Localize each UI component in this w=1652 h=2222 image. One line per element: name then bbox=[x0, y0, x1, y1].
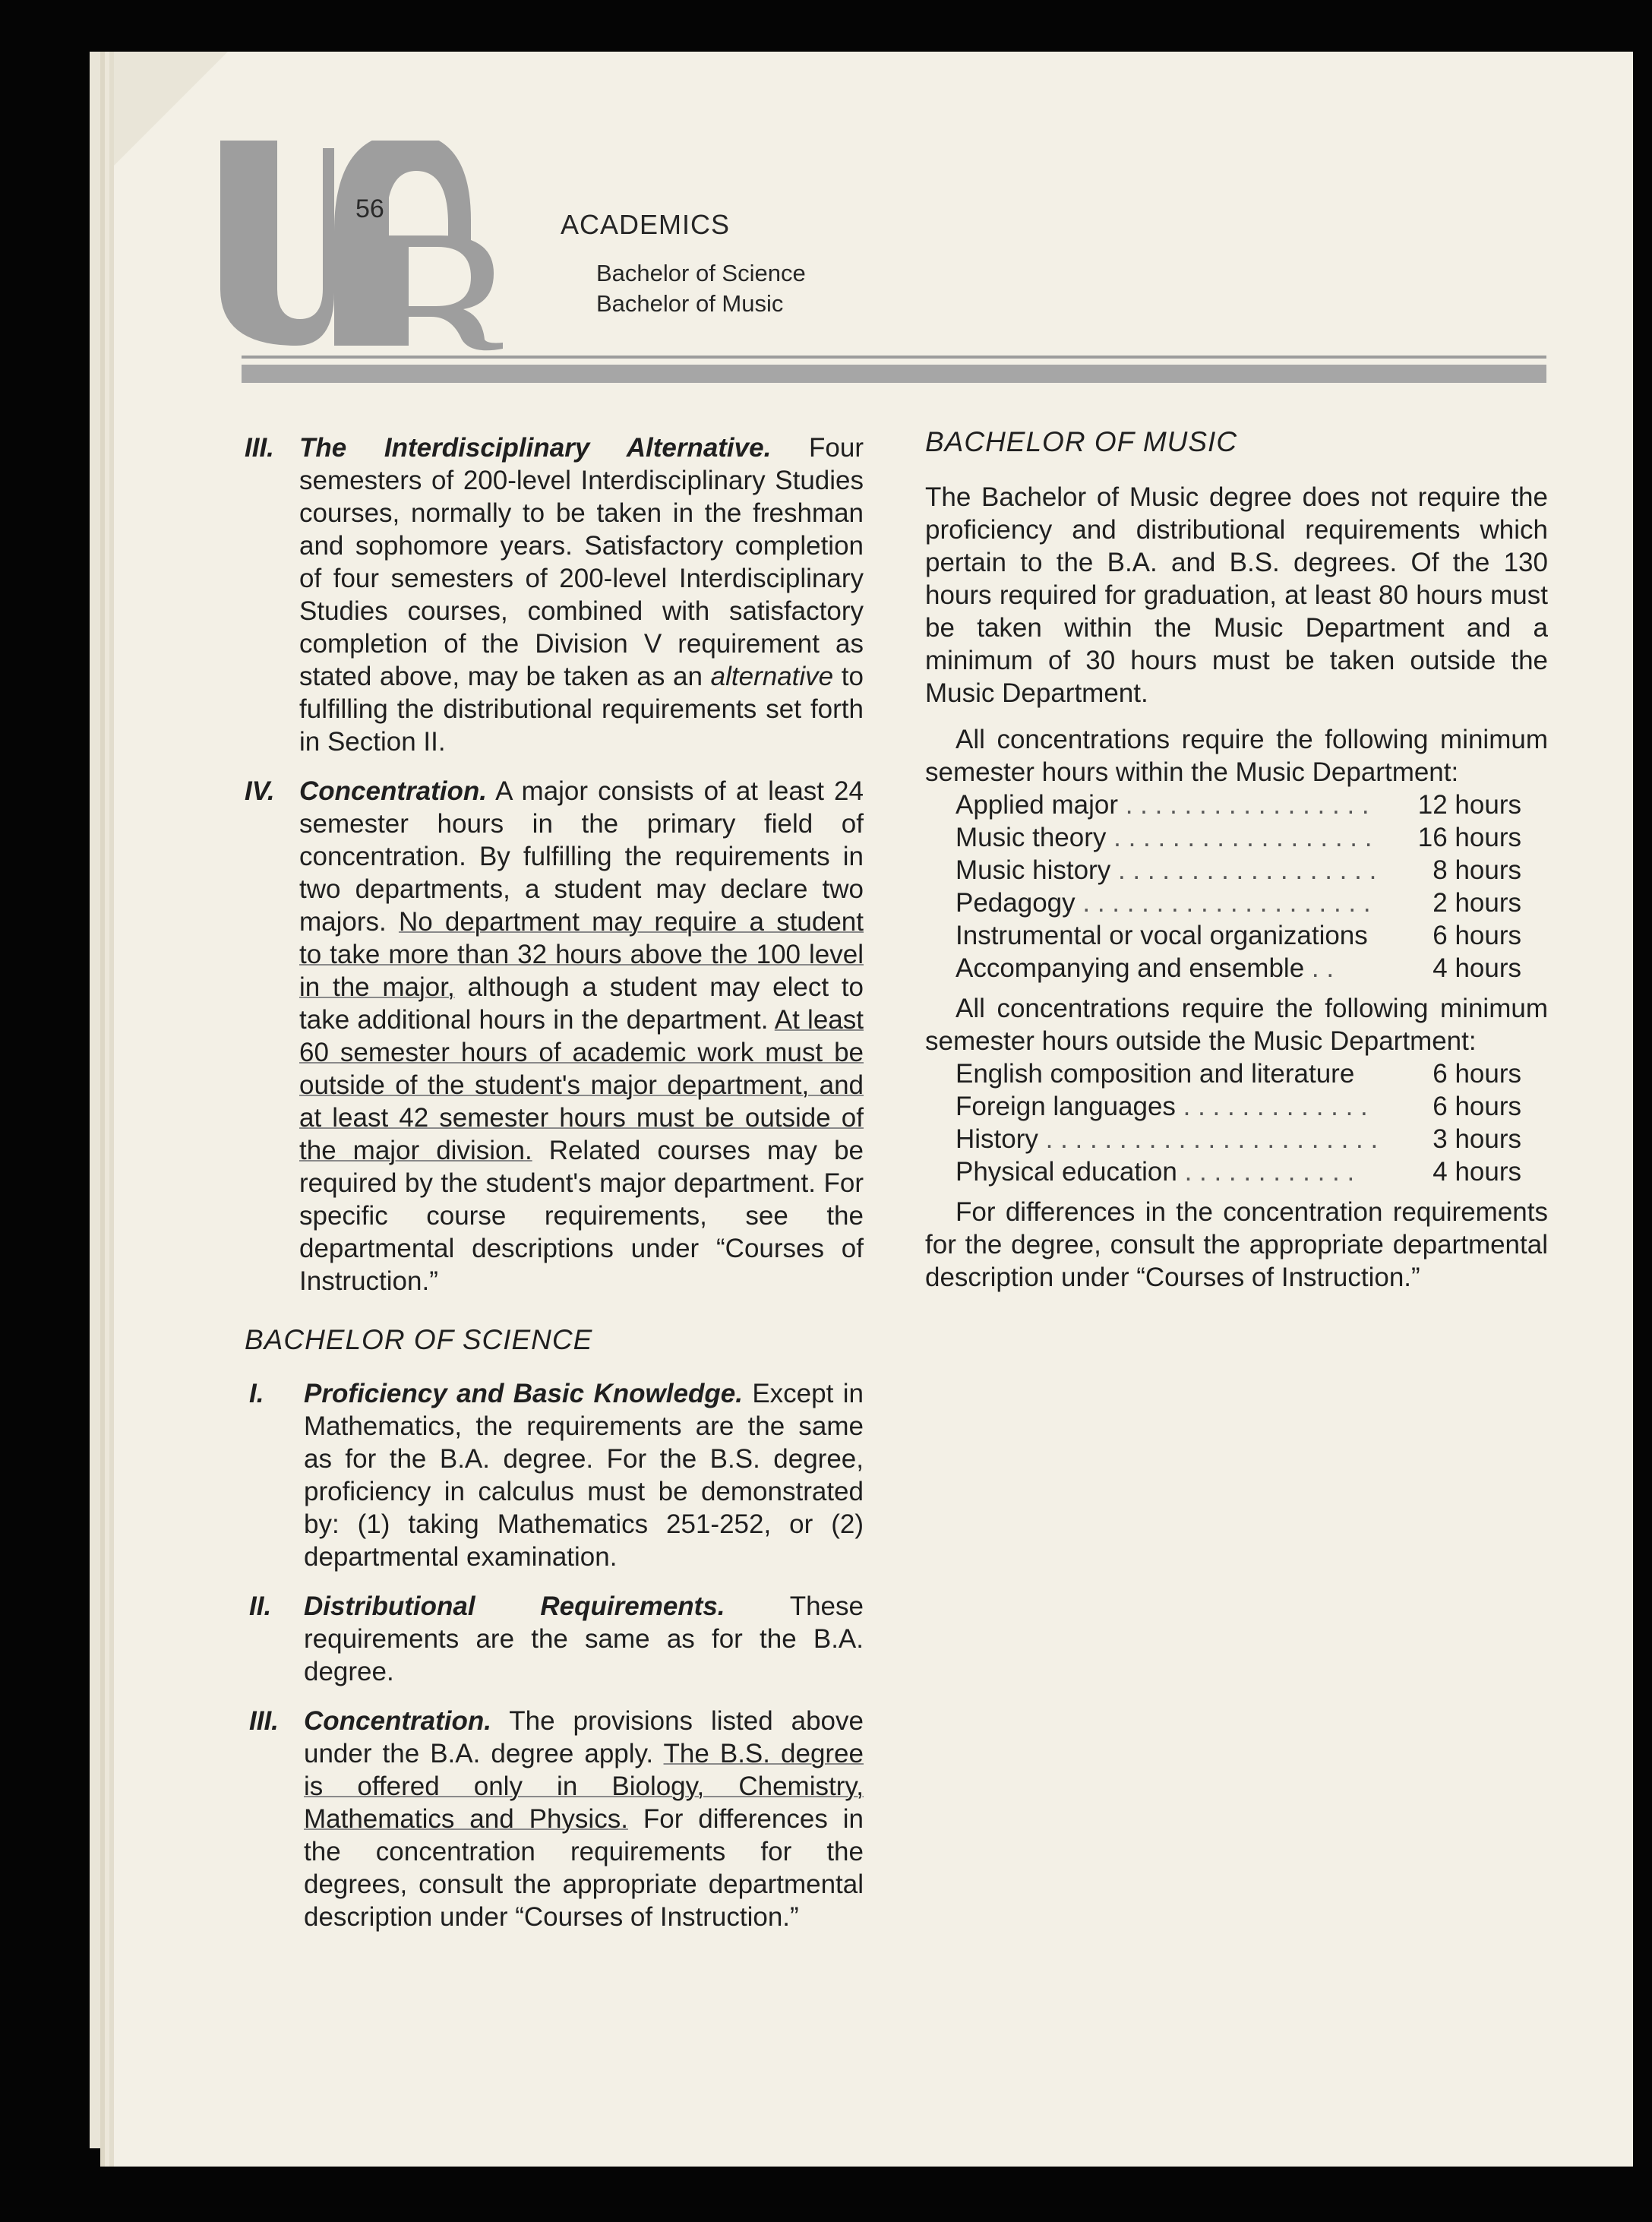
item-numeral: I. bbox=[249, 1379, 264, 1408]
bs-item-distributional bbox=[249, 1590, 864, 1688]
item-title: Concentration. bbox=[304, 1706, 491, 1736]
item-text: These requirements are the same as for the B.A. degree. bbox=[304, 1591, 864, 1686]
requirement-hours: 4 hours bbox=[1432, 953, 1521, 983]
underlined-text: At least 60 semester hours of academic work must be outside of the student's major department, and at least 42 semester hours must be outside of the major division. bbox=[299, 1005, 864, 1165]
subtitle-bs: Bachelor of Science bbox=[596, 260, 806, 286]
requirement-row bbox=[956, 1090, 1521, 1123]
requirement-label: Physical education bbox=[956, 1157, 1177, 1187]
requirement-label: Instrumental or vocal organizations bbox=[956, 921, 1368, 950]
item-title: The Interdisciplinary Alternative. bbox=[299, 433, 772, 463]
within-requirements-table bbox=[956, 789, 1521, 985]
item-text: The provisions listed above under the B.A. degree apply. bbox=[304, 1706, 864, 1768]
requirement-hours: 4 hours bbox=[1432, 1157, 1521, 1187]
leader-dots: . . . . . . . . . . . . . . . . . bbox=[1118, 790, 1369, 820]
bs-item-proficiency bbox=[249, 1377, 864, 1573]
bm-heading: BACHELOR OF MUSIC bbox=[925, 426, 1238, 457]
outside-intro: All concentrations require the following minimum semester hours outside the Music Department: bbox=[925, 994, 1548, 1056]
requirement-row bbox=[956, 1123, 1521, 1155]
requirement-row bbox=[956, 919, 1521, 952]
item-text: A major consists of at least 24 semester hours in the primary field of concentration. By fulfilling the requirements in two departments, a student may declare two majors. bbox=[299, 776, 864, 937]
leader-dots: . . . . . . . . . . . . bbox=[1177, 1157, 1355, 1187]
item-text: For differences in the concentration requirements for the degrees, consult the appropriate departmental description under “Courses of Instruction.” bbox=[304, 1804, 864, 1932]
item-text: Four semesters of 200-level Interdisciplinary Studies courses, normally to be taken in the freshman and sophomore years. Satisfactory completion of four semesters of 200-level Interdisciplinary Studies courses, combined with satisfactory completion of the Division V requirement as stated above, may be taken as an bbox=[299, 433, 864, 691]
item-text: Related courses may be required by the student's major department. For specific course requirements, see the departmental descriptions under “Courses of Instruction.” bbox=[299, 1136, 864, 1296]
item-title: Distributional Requirements. bbox=[304, 1591, 725, 1621]
ur-logo bbox=[220, 141, 524, 353]
within-intro: All concentrations require the following minimum semester hours within the Music Department: bbox=[925, 725, 1548, 787]
ba-item-concentration bbox=[245, 775, 864, 1297]
requirement-hours: 2 hours bbox=[1432, 888, 1521, 918]
bs-heading: BACHELOR OF SCIENCE bbox=[245, 1324, 593, 1355]
header-rule-thin bbox=[242, 356, 1546, 359]
requirement-hours: 6 hours bbox=[1432, 1092, 1521, 1121]
bs-item-concentration bbox=[249, 1705, 864, 1933]
requirement-row bbox=[956, 821, 1521, 854]
bm-intro: The Bachelor of Music degree does not require the proficiency and distributional requirements which pertain to the B.A. and B.S. degrees. Of the 130 hours required for graduation, at least 80 hours must be taken within the Music Department and a minimum of 30 hours must be taken outside the Music Department. bbox=[925, 482, 1548, 708]
requirement-row bbox=[956, 1057, 1521, 1090]
item-title: Concentration. bbox=[299, 776, 487, 806]
requirement-hours: 8 hours bbox=[1432, 855, 1521, 885]
right-column bbox=[925, 425, 1548, 1294]
section-subtitles bbox=[596, 258, 806, 319]
requirement-label: English composition and literature bbox=[956, 1059, 1355, 1089]
requirement-row bbox=[956, 887, 1521, 919]
requirement-label: Music history bbox=[956, 855, 1111, 885]
item-numeral: IV. bbox=[245, 776, 275, 806]
page-number: 56 bbox=[355, 194, 384, 223]
outside-requirements-table bbox=[956, 1057, 1521, 1188]
header-rule-thick bbox=[242, 365, 1546, 383]
leader-dots: . . . . . . . . . . . . . bbox=[1175, 1092, 1368, 1121]
page-corner bbox=[114, 52, 228, 166]
subtitle-bm: Bachelor of Music bbox=[596, 290, 784, 317]
section-title: ACADEMICS bbox=[561, 209, 731, 240]
requirement-hours: 16 hours bbox=[1417, 823, 1521, 852]
requirement-row bbox=[956, 854, 1521, 887]
requirement-hours: 6 hours bbox=[1432, 921, 1521, 950]
requirement-label: Foreign languages bbox=[956, 1092, 1176, 1121]
requirement-row bbox=[956, 952, 1521, 985]
item-emphasis: alternative bbox=[710, 662, 834, 691]
underlined-text: No department may require a student to take more than 32 hours above the 100 level in the major, bbox=[299, 907, 864, 1002]
requirement-hours: 6 hours bbox=[1432, 1059, 1521, 1089]
ba-item-interdisciplinary bbox=[245, 431, 864, 758]
item-numeral: III. bbox=[245, 433, 274, 463]
requirement-hours: 3 hours bbox=[1432, 1124, 1521, 1154]
item-numeral: III. bbox=[249, 1706, 279, 1736]
requirement-row bbox=[956, 1155, 1521, 1188]
item-text: to fulfilling the distributional requirements set forth in Section II. bbox=[299, 662, 864, 757]
leader-dots: . . . . . . . . . . . . . . . . . . bbox=[1110, 855, 1377, 885]
item-numeral: II. bbox=[249, 1591, 272, 1621]
item-text: although a student may elect to take additional hours in the department. bbox=[299, 972, 864, 1035]
requirement-row bbox=[956, 789, 1521, 821]
leader-dots: . . . . . . . . . . . . . . . . . . . . . . . bbox=[1038, 1124, 1379, 1154]
requirement-label: Pedagogy bbox=[956, 888, 1076, 918]
leader-dots: . . bbox=[1304, 953, 1335, 983]
bm-closing: For differences in the concentration requirements for the degree, consult the appropriate departmental description under “Courses of Instruction.” bbox=[925, 1197, 1548, 1292]
underlined-text: The B.S. degree is offered only in Biology, Chemistry, Mathematics and Physics. bbox=[304, 1739, 864, 1834]
requirement-label: History bbox=[956, 1124, 1038, 1154]
leader-dots: . . . . . . . . . . . . . . . . . . . . bbox=[1075, 888, 1371, 918]
item-title: Proficiency and Basic Knowledge. bbox=[304, 1379, 743, 1408]
requirement-hours: 12 hours bbox=[1417, 790, 1521, 820]
requirement-label: Applied major bbox=[956, 790, 1118, 820]
left-column bbox=[245, 431, 864, 1950]
requirement-label: Music theory bbox=[956, 823, 1107, 852]
leader-dots: . . . . . . . . . . . . . . . . . . bbox=[1106, 823, 1372, 852]
requirement-label: Accompanying and ensemble bbox=[956, 953, 1305, 983]
item-text: Except in Mathematics, the requirements are the same as for the B.A. degree. For the B.S. degree, proficiency in calculus must be demonstrated by: (1) taking Mathematics 251-252, or (2) departmental examination. bbox=[304, 1379, 864, 1572]
